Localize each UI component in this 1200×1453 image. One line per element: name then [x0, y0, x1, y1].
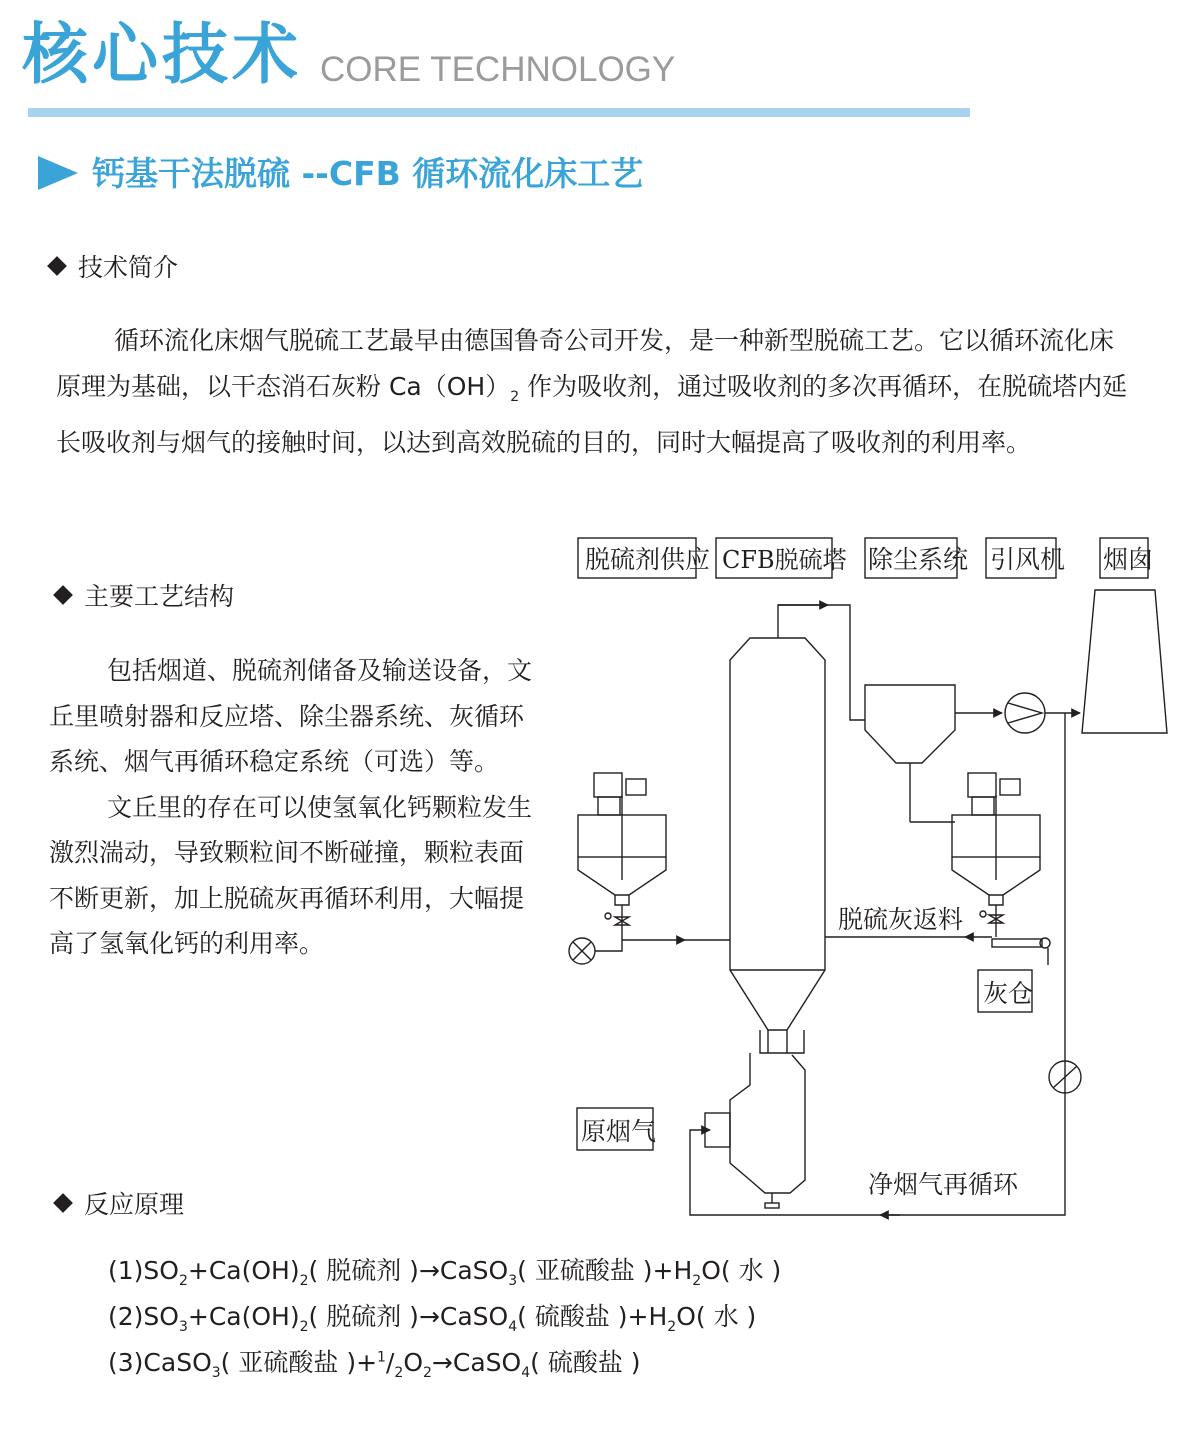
- structure-para-2: 文丘里的存在可以使氢氧化钙颗粒发生激烈湍动，导致颗粒间不断碰撞，颗粒表面不断更新，加上脱硫灰再循环利用，大幅提高了氢氧化钙的利用率。: [49, 792, 533, 958]
- label-clean-gas-recirculation: 净烟气再循环: [868, 1170, 1019, 1199]
- intro-text-sub: 2: [510, 388, 520, 405]
- label-desulfurizer-supply: 脱硫剂供应: [585, 545, 711, 574]
- structure-heading: [56, 584, 234, 609]
- label-raw-flue-gas: 原烟气: [581, 1117, 657, 1146]
- reaction-heading-text: 反应原理: [84, 1190, 185, 1219]
- label-ash-return: 脱硫灰返料: [838, 905, 964, 934]
- structure-heading-text: 主要工艺结构: [84, 582, 235, 611]
- label-dust-removal: 除尘系统: [868, 545, 969, 574]
- reaction-heading: [56, 1192, 184, 1217]
- page-title: 核心技术: [22, 16, 302, 93]
- reaction-equation-3: (3)CaSO$_3$( 亚硫酸盐 )$+^1/_2O_2\to CaSO_4$( 硫酸盐 ): [108, 1348, 641, 1381]
- page-title-en: CORE TECHNOLOGY: [320, 50, 676, 89]
- cfb-tower-vessel: [730, 638, 825, 1030]
- intro-text-b: 作为吸收剂，通过吸收剂的多次再循环，在脱硫塔内延长吸收剂与烟气的接触时间，以达到高效脱硫的目的，同时大幅提高了吸收剂的利用率。: [56, 371, 1128, 457]
- cfb-process-diagram: [560, 525, 1180, 1225]
- label-induced-fan: 引风机: [990, 545, 1066, 574]
- label-cfb-tower: CFB脱硫塔: [722, 546, 847, 574]
- diamond-bullet-icon: [53, 1193, 73, 1213]
- reaction-equation-2: $(2)SO_3+Ca(OH)_2$( 脱硫剂 )→CaSO$_4$( 硫酸盐 )$+H_2O$( 水 ): [108, 1302, 757, 1335]
- reaction-equation-1: $(1)SO_2+Ca(OH)_2$( 脱硫剂 )→CaSO$_3$( 亚硫酸盐 )$+H_2O$( 水 ): [108, 1256, 782, 1289]
- header-divider: [28, 108, 970, 117]
- chimney-icon: [1082, 590, 1167, 733]
- structure-paragraphs: [49, 648, 537, 967]
- induced-fan-icon: [1005, 693, 1045, 733]
- dust-collector: [865, 685, 955, 763]
- diamond-bullet-icon: [47, 256, 67, 276]
- intro-heading: [50, 255, 178, 280]
- diamond-bullet-icon: [53, 585, 73, 605]
- intro-heading-text: 技术简介: [78, 253, 179, 282]
- section-title: 钙基干法脱硫 --CFB 循环流化床工艺: [92, 154, 644, 193]
- label-ash-silo: 灰仓: [983, 979, 1034, 1008]
- play-arrow-icon: [38, 156, 78, 190]
- label-chimney: 烟囱: [1103, 545, 1154, 574]
- intro-paragraph: [56, 318, 1136, 466]
- intro-text-a: 循环流化床烟气脱硫工艺最早由德国鲁奇公司开发，是一种新型脱硫工艺。它以循环流化床原理为基础，以干态消石灰粉 Ca（OH）: [56, 326, 1115, 401]
- structure-para-1: 包括烟道、脱硫剂储备及输送设备，文丘里喷射器和反应塔、除尘器系统、灰循环系统、烟气再循环稳定系统（可选）等。: [49, 656, 533, 776]
